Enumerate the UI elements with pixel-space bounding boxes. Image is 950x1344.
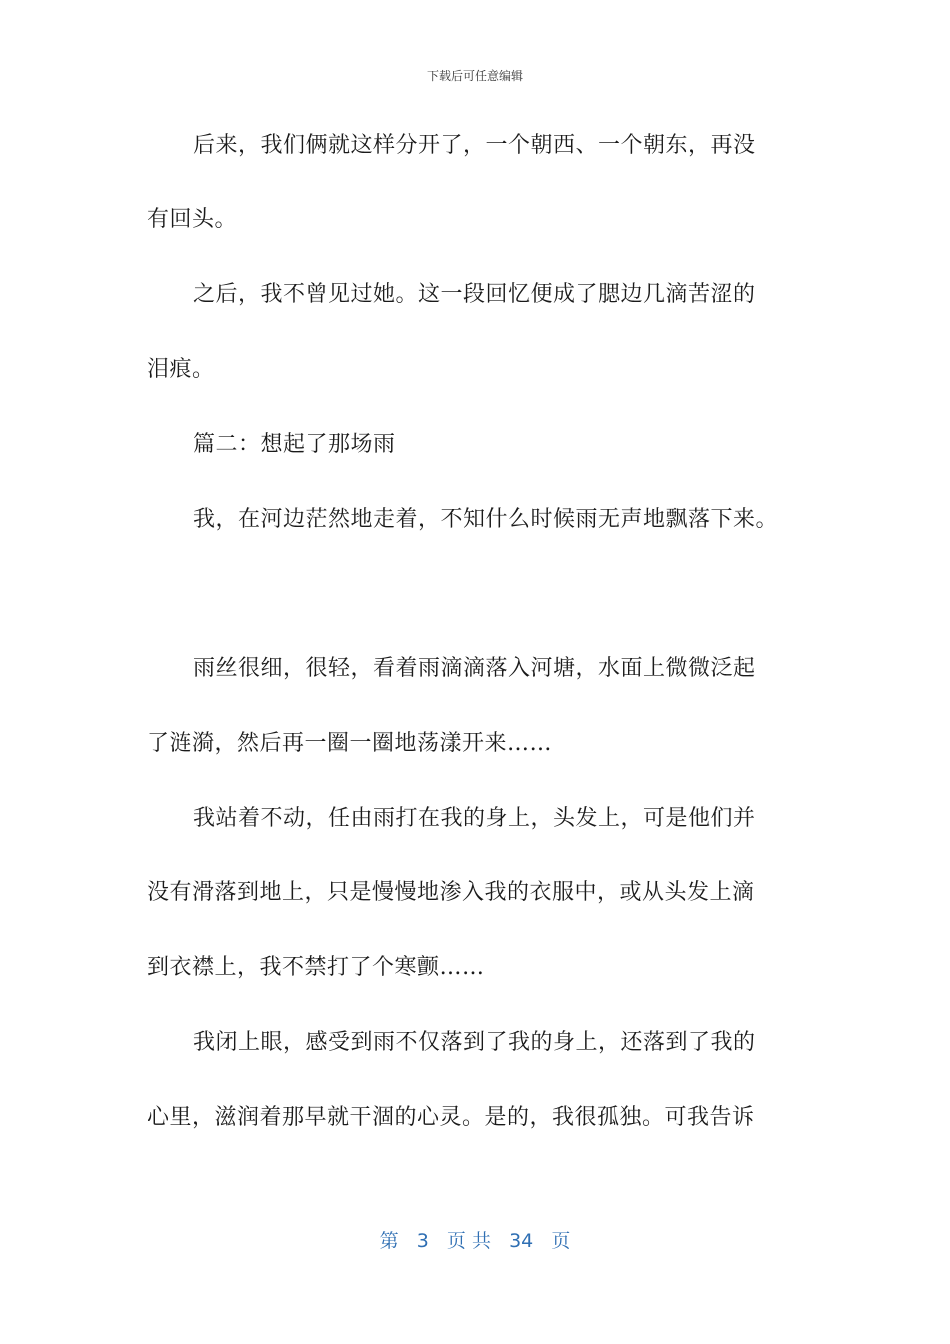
footer-prefix: 第: [379, 1230, 399, 1252]
section-heading: 篇二：想起了那场雨: [193, 432, 396, 457]
paragraph-line: 后来，我们俩就这样分开了，一个朝西、一个朝东，再没: [193, 133, 756, 158]
footer-suffix: 页: [551, 1230, 571, 1252]
paragraph-line: 有回头。: [147, 207, 238, 232]
paragraph-line: 我，在河边茫然地走着，不知什么时候雨无声地飘落下来。: [193, 507, 779, 532]
footer-middle: 页 共: [446, 1230, 491, 1252]
paragraph-line: 雨丝很细，很轻，看着雨滴滴落入河塘，水面上微微泛起: [193, 656, 756, 681]
paragraph-line: 心里，滋润着那早就干涸的心灵。是的，我很孤独。可我告诉: [147, 1105, 755, 1130]
paragraph-line: 了涟漪，然后再一圈一圈地荡漾开来……: [147, 731, 553, 756]
page-header: 下载后可任意编辑: [426, 69, 523, 83]
paragraph-line: 我站着不动，任由雨打在我的身上，头发上，可是他们并: [193, 806, 756, 831]
total-page-count: 34: [509, 1230, 534, 1252]
page-footer: [0, 1226, 950, 1253]
paragraph-line: 到衣襟上，我不禁打了个寒颤……: [147, 955, 485, 980]
paragraph-line: 泪痕。: [147, 357, 215, 382]
current-page-number: 3: [416, 1230, 429, 1252]
paragraph-line: 之后，我不曾见过她。这一段回忆便成了腮边几滴苦涩的: [193, 282, 756, 307]
paragraph-line: 我闭上眼，感受到雨不仅落到了我的身上，还落到了我的: [193, 1030, 756, 1055]
paragraph-line: 没有滑落到地上，只是慢慢地渗入我的衣服中，或从头发上滴: [147, 880, 755, 905]
